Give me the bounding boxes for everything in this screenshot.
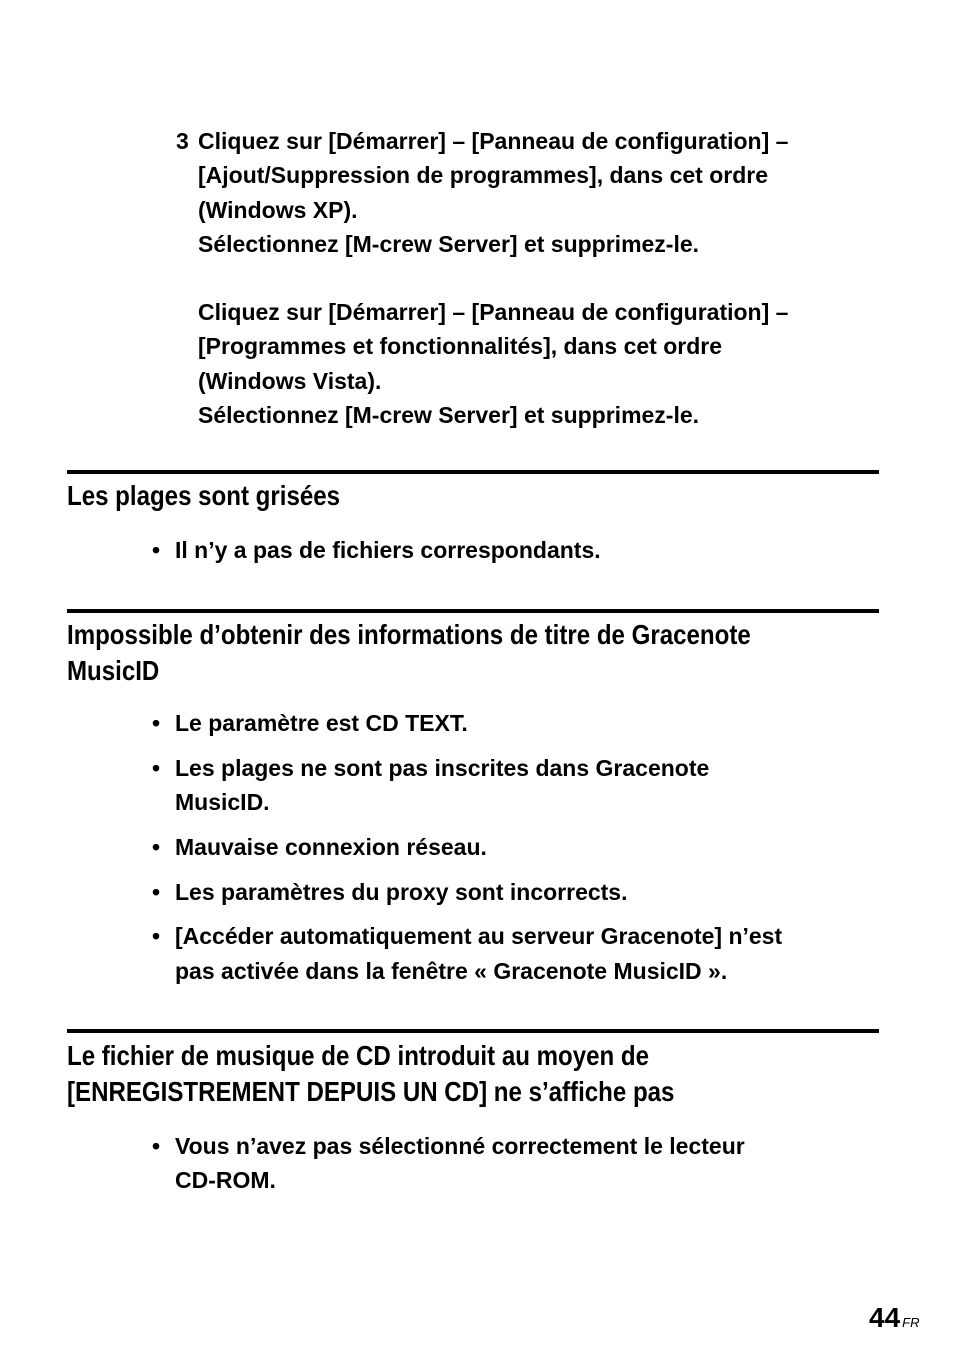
- bullet-item: • Il n’y a pas de fichiers correspondants.: [152, 533, 872, 567]
- section-title-cd-file: [67, 1038, 772, 1110]
- section-title-gracenote: [67, 617, 772, 689]
- section-title-line: Impossible d’obtenir des informations de titre de Gracenote: [67, 619, 751, 650]
- bullet-item: • Les plages ne sont pas inscrites dans Gracenote MusicID.: [152, 751, 872, 820]
- page-number-value: 44: [869, 1302, 901, 1333]
- step-body: [198, 124, 876, 432]
- section-title-line: Le fichier de musique de CD introduit au moyen de: [67, 1040, 650, 1071]
- page-language: FR: [902, 1315, 920, 1330]
- step-vista-line-2: [Programmes et fonctionnalités], dans cet ordre: [198, 333, 723, 360]
- step-number: 3: [176, 128, 189, 154]
- step-xp-line-1: Cliquez sur [Démarrer] – [Panneau de configuration] –: [198, 128, 789, 154]
- step-3: [176, 124, 876, 432]
- step-xp-line-3: (Windows XP).: [198, 196, 358, 223]
- step-vista-action: Sélectionnez [M-crew Server] et supprimez-le.: [198, 402, 700, 429]
- section-title-line: Les plages sont grisées: [67, 480, 341, 511]
- step-vista-line-3: (Windows Vista).: [198, 367, 382, 394]
- page-number: [869, 1300, 920, 1341]
- section-divider: [67, 1029, 879, 1033]
- section-title-line: MusicID: [67, 655, 160, 686]
- section-title-greyed-tracks: [67, 478, 772, 514]
- bullet-list: [152, 533, 872, 567]
- step-vista-line-1: Cliquez sur [Démarrer] – [Panneau de configuration] –: [198, 299, 789, 326]
- step-xp-action: Sélectionnez [M-crew Server] et supprimez-le.: [198, 230, 700, 257]
- bullet-item: • [Accéder automatiquement au serveur Gracenote] n’est pas activée dans la fenêtre « Gracenote MusicID ».: [152, 919, 872, 988]
- bullet-list: [152, 706, 872, 988]
- bullet-item: • Le paramètre est CD TEXT.: [152, 706, 872, 740]
- bullet-item: • Vous n’avez pas sélectionné correctement le lecteur CD-ROM.: [152, 1129, 872, 1198]
- bullet-list: [152, 1129, 872, 1198]
- section-title-line: [ENREGISTREMENT DEPUIS UN CD] ne s’affiche pas: [67, 1076, 675, 1107]
- section-divider: [67, 609, 879, 613]
- bullet-item: • Mauvaise connexion réseau.: [152, 830, 872, 864]
- section-divider: [67, 470, 879, 474]
- bullet-item: • Les paramètres du proxy sont incorrects.: [152, 875, 872, 909]
- step-xp-line-2: [Ajout/Suppression de programmes], dans cet ordre: [198, 162, 768, 189]
